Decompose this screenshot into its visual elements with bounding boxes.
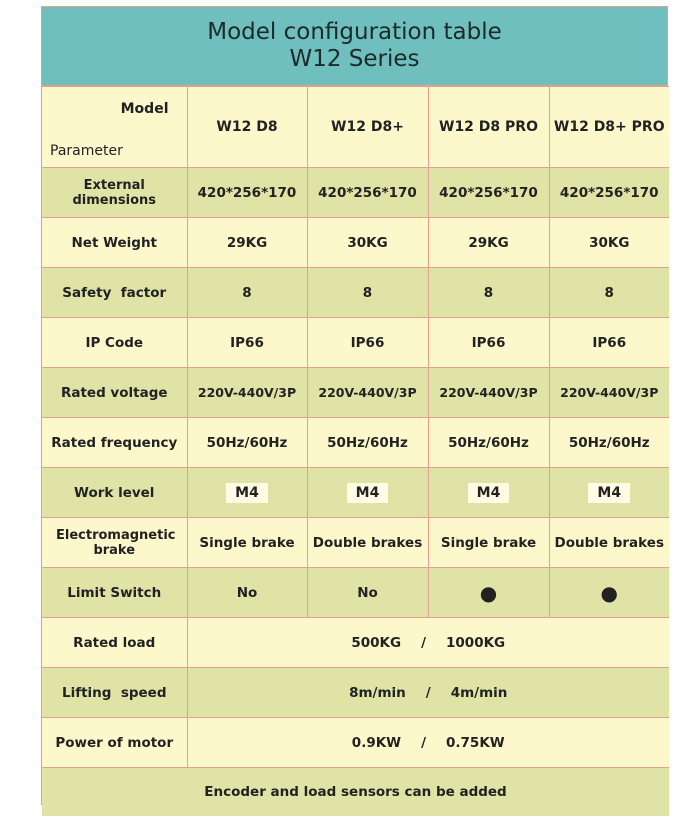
value-a: 8m/min (349, 684, 406, 701)
work-level-badge: M4 (588, 483, 630, 503)
table-row (42, 468, 669, 518)
cell: IP66 (549, 318, 669, 368)
cell (549, 468, 669, 518)
separator: / (425, 684, 431, 701)
row-label: Rated load (42, 618, 187, 668)
cell: 50Hz/60Hz (307, 418, 428, 468)
separator: / (421, 734, 427, 751)
row-label: Net Weight (42, 218, 187, 268)
model-header: W12 D8 PRO (428, 87, 549, 168)
cell: Double brakes (549, 518, 669, 568)
merged-cell (187, 668, 669, 718)
table-row (42, 318, 669, 368)
merged-cell (187, 718, 669, 768)
table-row (42, 668, 669, 718)
table-row (42, 568, 669, 618)
cell: 420*256*170 (549, 168, 669, 218)
row-label: IP Code (42, 318, 187, 368)
cell (187, 468, 307, 518)
cell: 8 (307, 268, 428, 318)
cell: 30KG (307, 218, 428, 268)
cell: 30KG (549, 218, 669, 268)
cell: 8 (428, 268, 549, 318)
cell: 29KG (428, 218, 549, 268)
cell: Single brake (428, 518, 549, 568)
row-label: Work level (42, 468, 187, 518)
model-label: Model (120, 101, 169, 117)
table-row (42, 368, 669, 418)
row-label: Rated frequency (42, 418, 187, 468)
row-label: Lifting speed (42, 668, 187, 718)
cell: IP66 (307, 318, 428, 368)
table-row (42, 718, 669, 768)
model-header: W12 D8 (187, 87, 307, 168)
cell (307, 468, 428, 518)
row-label: Rated voltage (42, 368, 187, 418)
row-label: Electromagnetic brake (42, 518, 187, 568)
cell: 29KG (187, 218, 307, 268)
cell: No (187, 568, 307, 618)
table-row (42, 518, 669, 568)
cell: Single brake (187, 518, 307, 568)
cell: IP66 (428, 318, 549, 368)
work-level-badge: M4 (468, 483, 510, 503)
header-row (42, 87, 669, 168)
separator: / (421, 634, 427, 651)
work-level-badge: M4 (347, 483, 389, 503)
cell: IP66 (187, 318, 307, 368)
cell: 50Hz/60Hz (428, 418, 549, 468)
cell: 220V-440V/3P (307, 368, 428, 418)
cell: 220V-440V/3P (549, 368, 669, 418)
table-row (42, 418, 669, 468)
spec-table (42, 86, 669, 816)
value-a: 500KG (351, 634, 402, 651)
work-level-badge: M4 (226, 483, 268, 503)
cell: 8 (187, 268, 307, 318)
cell: 50Hz/60Hz (187, 418, 307, 468)
value-a: 0.9KW (351, 734, 402, 751)
cell: 420*256*170 (187, 168, 307, 218)
row-label: Power of motor (42, 718, 187, 768)
table-row (42, 218, 669, 268)
model-header: W12 D8+ (307, 87, 428, 168)
cell: 420*256*170 (428, 168, 549, 218)
row-label: External dimensions (42, 168, 187, 218)
row-label: Safety factor (42, 268, 187, 318)
model-header: W12 D8+ PRO (549, 87, 669, 168)
merged-cell (187, 618, 669, 668)
footer-note: Encoder and load sensors can be added (42, 768, 669, 816)
table-row (42, 618, 669, 668)
cell: ● (428, 568, 549, 618)
cell: 220V-440V/3P (428, 368, 549, 418)
table-title (42, 7, 667, 86)
title-line-2: W12 Series (289, 46, 420, 72)
table-row (42, 268, 669, 318)
cell: 8 (549, 268, 669, 318)
row-label: Limit Switch (42, 568, 187, 618)
footer-row (42, 768, 669, 816)
cell: 420*256*170 (307, 168, 428, 218)
config-table-sheet (41, 6, 668, 805)
title-line-1: Model configuration table (207, 19, 502, 45)
value-b: 4m/min (450, 684, 508, 701)
cell: ● (549, 568, 669, 618)
table-row (42, 168, 669, 218)
cell: 220V-440V/3P (187, 368, 307, 418)
cell (428, 468, 549, 518)
value-b: 1000KG (446, 634, 506, 651)
cell: Double brakes (307, 518, 428, 568)
cell: 50Hz/60Hz (549, 418, 669, 468)
corner-cell (42, 87, 187, 168)
parameter-label: Parameter (50, 143, 123, 159)
value-b: 0.75KW (446, 734, 505, 751)
cell: No (307, 568, 428, 618)
